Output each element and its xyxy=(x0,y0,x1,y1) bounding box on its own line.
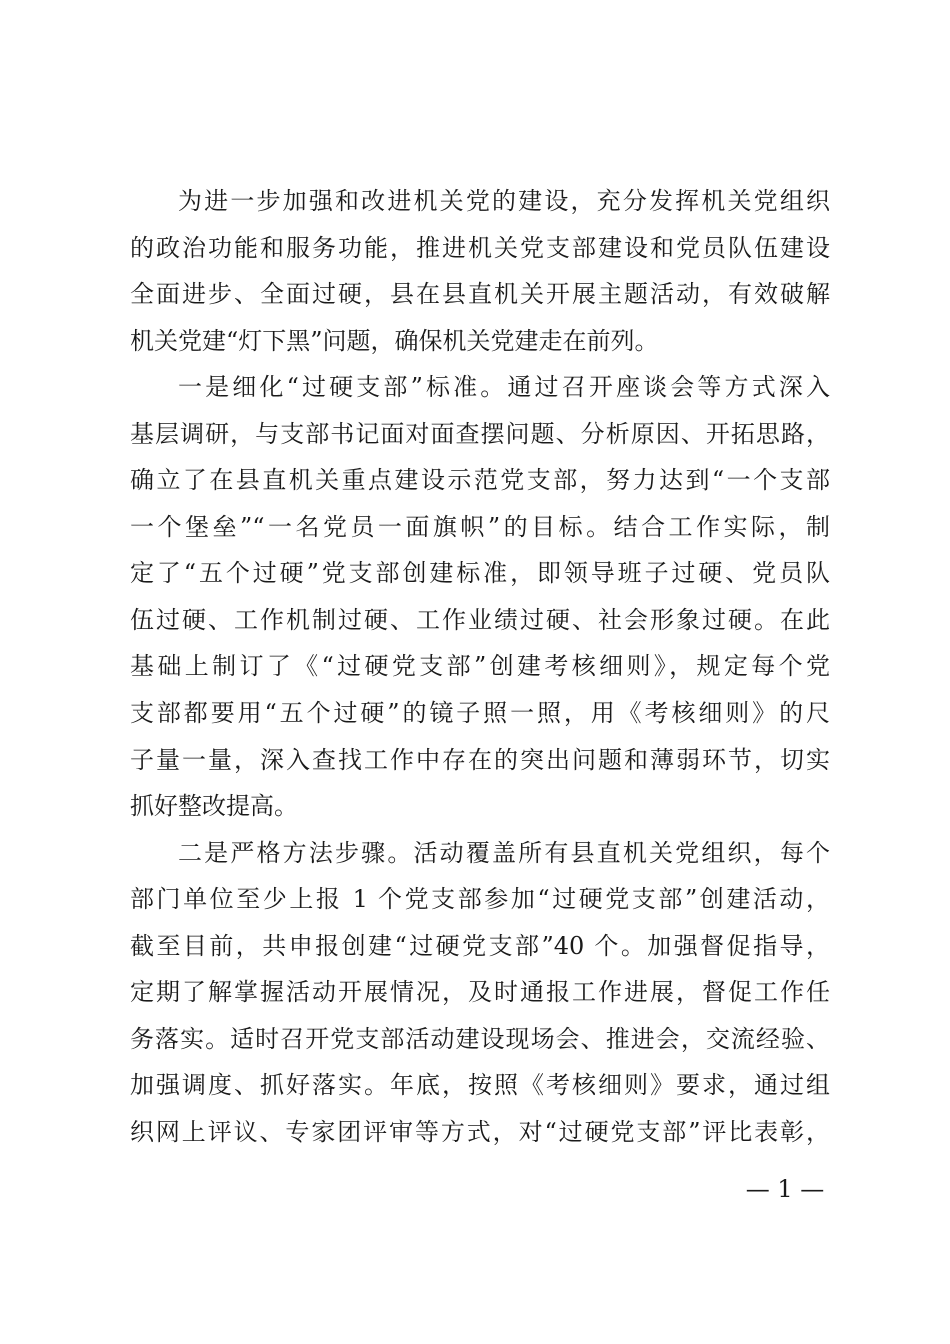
text-line: 的政治功能和服务功能，推进机关党支部建设和党员队伍建设 xyxy=(130,233,830,262)
text-line: 伍过硬、工作机制过硬、工作业绩过硬、社会形象过硬。在此 xyxy=(130,605,830,634)
text-line: 一是细化“过硬支部”标准。通过召开座谈会等方式深入 xyxy=(178,373,830,402)
text-line: 织网上评议、专家团评审等方式，对“过硬党支部”评比表彰， xyxy=(130,1117,830,1146)
paragraph-standards xyxy=(130,364,830,829)
body-text xyxy=(130,178,830,1155)
text-line: 截至目前，共申报创建“过硬党支部”40 个。加强督促指导， xyxy=(130,931,830,960)
paragraph-methods xyxy=(130,830,830,1156)
text-line: 支部都要用“五个过硬”的镜子照一照，用《考核细则》的尺 xyxy=(130,699,830,728)
text-line: 定期了解掌握活动开展情况，及时通报工作进展，督促工作任 xyxy=(130,978,830,1007)
paragraph-intro xyxy=(130,178,830,364)
text-line: 加强调度、抓好落实。年底，按照《考核细则》要求，通过组 xyxy=(130,1071,830,1100)
text-line: 基础上制订了《“过硬党支部”创建考核细则》，规定每个党 xyxy=(130,652,830,681)
text-line: 为进一步加强和改进机关党的建设，充分发挥机关党组织 xyxy=(178,187,830,215)
text-line: 定了“五个过硬”党支部创建标准，即领导班子过硬、党员队 xyxy=(130,559,830,588)
text-line: 部门单位至少上报 1 个党支部参加“过硬党支部”创建活动， xyxy=(130,885,830,914)
text-line: 机关党建“灯下黑”问题，确保机关党建走在前列。 xyxy=(130,326,659,355)
text-line: 全面进步、全面过硬，县在县直机关开展主题活动，有效破解 xyxy=(130,280,830,309)
text-line: 确立了在县直机关重点建设示范党支部，努力达到“一个支部 xyxy=(130,466,830,495)
text-line: 子量一量，深入查找工作中存在的突出问题和薄弱环节，切实 xyxy=(130,745,830,774)
text-line: 基层调研，与支部书记面对面查摆问题、分析原因、开拓思路， xyxy=(130,419,830,448)
page-number: — 1 — xyxy=(745,1175,825,1203)
text-line: 一个堡垒”“一名党员一面旗帜”的目标。结合工作实际，制 xyxy=(130,512,830,541)
text-line: 抓好整改提高。 xyxy=(130,792,298,821)
text-line: 务落实。适时召开党支部活动建设现场会、推进会，交流经验、 xyxy=(130,1024,830,1053)
text-line: 二是严格方法步骤。活动覆盖所有县直机关党组织，每个 xyxy=(178,838,830,867)
